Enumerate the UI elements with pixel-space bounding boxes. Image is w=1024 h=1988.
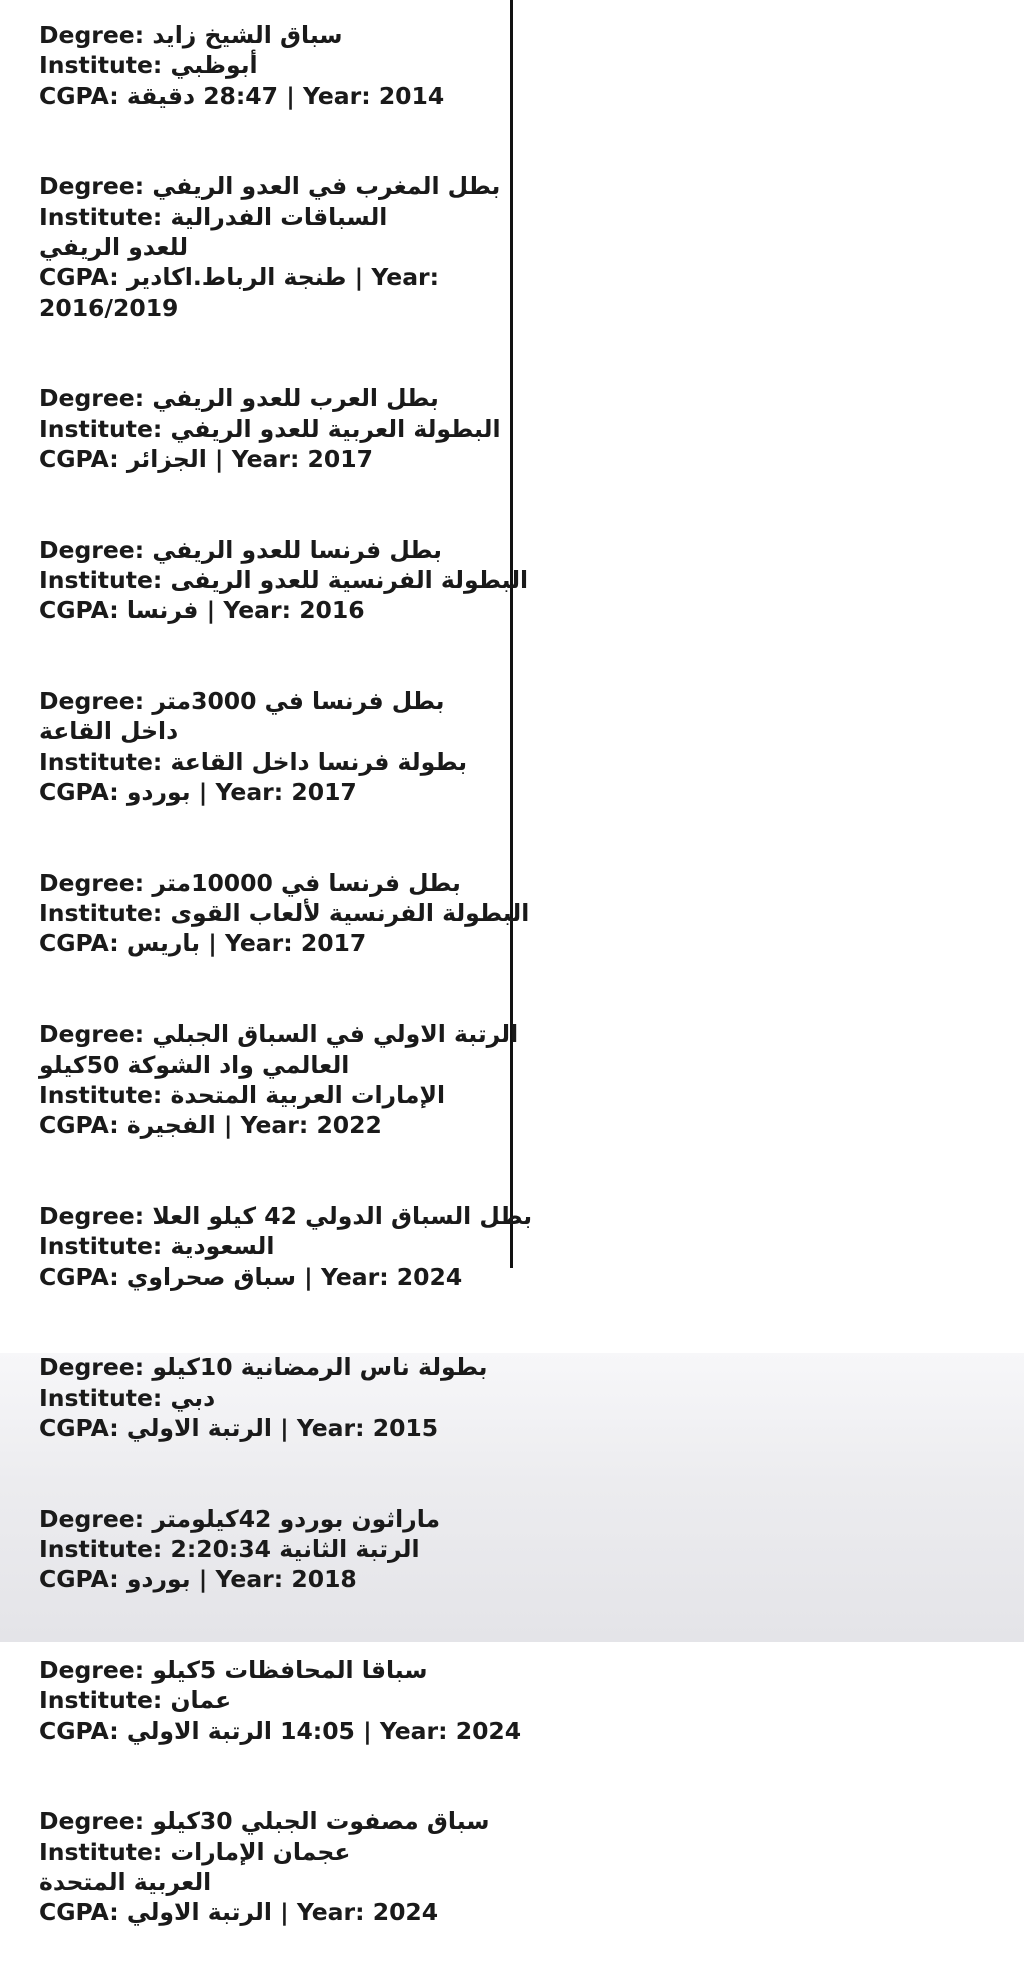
degree-value-continued [39, 1050, 494, 1080]
cgpa-value: سباق صحراوي [126, 1262, 296, 1291]
institute-line [39, 202, 494, 232]
cgpa-year-line [39, 1262, 494, 1292]
cgpa-year-line [39, 444, 494, 474]
degree-line [39, 1352, 494, 1382]
year-label: Year: [296, 1898, 365, 1927]
cgpa-value: الفجيرة [126, 1111, 216, 1140]
cgpa-year-line [39, 1564, 494, 1594]
degree-label: Degree: [39, 1504, 145, 1533]
institute-value: البطولة العربية للعدو الريفي [170, 414, 501, 443]
institute-label: Institute: [39, 202, 163, 231]
institute-line [39, 1685, 494, 1715]
institute-line [39, 1534, 494, 1564]
institute-value: السعودية [170, 1232, 275, 1261]
cgpa-year-line [39, 81, 494, 111]
year-label: Year: [215, 1565, 284, 1594]
degree-label: Degree: [39, 687, 145, 716]
degree-label: Degree: [39, 1020, 145, 1049]
achievements-list [39, 20, 533, 1988]
institute-label: Institute: [39, 747, 163, 776]
year-label: Year: [379, 1716, 448, 1745]
achievement-entry [39, 1352, 494, 1443]
institute-value-continued [39, 1867, 494, 1897]
cgpa-label: CGPA: [39, 929, 119, 958]
vertical-divider-line [510, 0, 513, 1268]
cgpa-label: CGPA: [39, 1413, 119, 1442]
year-value: 2015 [372, 1413, 439, 1442]
degree-line [39, 686, 494, 716]
year-label: Year: [302, 81, 371, 110]
institute-value: الإمارات العربية المتحدة [170, 1080, 446, 1109]
institute-value: دبي [170, 1383, 216, 1412]
year-value: 2024 [372, 1898, 439, 1927]
cgpa-year-line [39, 595, 494, 625]
degree-continued-text: العالمي واد الشوكة 50كيلو [39, 1050, 350, 1079]
cgpa-value: الرتبة الاولي [126, 1413, 272, 1442]
year-value: 2016 [299, 596, 365, 625]
degree-value: ماراثون بوردو 42كيلومتر [152, 1504, 441, 1533]
achievement-entry [39, 1655, 522, 1746]
cgpa-value: 14:05 الرتبة الاولي [126, 1716, 355, 1745]
degree-label: Degree: [39, 868, 145, 897]
degree-label: Degree: [39, 21, 145, 49]
institute-value: البطولة الفرنسية لألعاب القوى [170, 899, 530, 928]
cgpa-value: الجزائر [126, 444, 207, 473]
degree-value: بطولة ناس الرمضانية 10كيلو [152, 1353, 488, 1382]
institute-label: Institute: [39, 1535, 163, 1563]
institute-value: أبوظبي [170, 51, 258, 80]
field-separator: | [354, 1716, 380, 1745]
year-label: Year: [320, 1262, 389, 1291]
degree-line [39, 383, 494, 413]
degree-label: Degree: [39, 535, 145, 564]
cgpa-year-line [39, 1897, 494, 1927]
degree-value: سباق الشيخ زايد [152, 21, 343, 49]
year-value-continued: 2016/2019 [39, 293, 179, 322]
year-value: 2017 [307, 444, 373, 473]
institute-label: Institute: [39, 899, 163, 928]
institute-line [39, 50, 494, 80]
achievement-entry [39, 1504, 494, 1595]
field-separator: | [190, 1565, 216, 1594]
institute-line [39, 1383, 494, 1413]
institute-label: Institute: [39, 1686, 163, 1715]
cgpa-value: بوردو [126, 1565, 191, 1594]
achievement-entry [39, 383, 501, 474]
cgpa-label: CGPA: [39, 1898, 119, 1927]
institute-label: Institute: [39, 51, 163, 80]
year-label: Year: [231, 444, 300, 473]
degree-continued-text: داخل القاعة [39, 717, 179, 746]
degree-label: Degree: [39, 1353, 145, 1382]
degree-value: بطل السباق الدولي 42 كيلو العلا [152, 1201, 533, 1230]
institute-value: بطولة فرنسا داخل القاعة [170, 747, 468, 776]
institute-value: السباقات الفدرالية [170, 202, 388, 231]
degree-label: Degree: [39, 1201, 145, 1230]
year-label: Year: [371, 263, 440, 292]
cgpa-year-line [39, 1716, 522, 1746]
degree-line [39, 1019, 519, 1049]
degree-label: Degree: [39, 384, 145, 413]
degree-line [39, 1504, 494, 1534]
cgpa-value: باريس [126, 929, 201, 958]
degree-line [39, 1806, 494, 1836]
year-value: 2018 [291, 1565, 357, 1594]
degree-value: الرتبة الاولي في السباق الجبلي [152, 1020, 519, 1049]
year-label: Year: [225, 929, 293, 958]
institute-value: عمان [170, 1686, 232, 1715]
cgpa-label: CGPA: [39, 81, 119, 110]
achievement-entry [39, 1806, 494, 1927]
degree-line [39, 535, 494, 565]
field-separator: | [206, 444, 232, 473]
institute-label: Institute: [39, 1232, 163, 1261]
degree-value: سباقا المحافظات 5كيلو [152, 1656, 428, 1685]
achievement-entry [39, 535, 529, 626]
cgpa-label: CGPA: [39, 444, 119, 473]
year-value: 2017 [300, 929, 367, 958]
achievement-entry [39, 868, 530, 959]
cgpa-label: CGPA: [39, 596, 119, 625]
institute-line [39, 565, 529, 595]
institute-label: Institute: [39, 414, 163, 443]
field-separator: | [190, 778, 216, 807]
year-value: 2024 [396, 1262, 463, 1291]
institute-continued-text: العربية المتحدة [39, 1868, 212, 1897]
institute-value: البطولة الفرنسية للعدو الريفى [170, 566, 529, 595]
cgpa-year-line [39, 928, 494, 958]
institute-line [39, 747, 494, 777]
year-label: Year: [240, 1111, 309, 1140]
achievement-entry [39, 1201, 533, 1292]
cgpa-label: CGPA: [39, 1262, 119, 1291]
field-separator: | [346, 263, 372, 292]
field-separator: | [271, 1413, 297, 1442]
degree-value: بطل فرنسا للعدو الريفي [152, 535, 443, 564]
achievement-entry [39, 171, 501, 322]
year-value: 2024 [455, 1716, 522, 1745]
cgpa-year-line [39, 262, 494, 292]
institute-label: Institute: [39, 1837, 163, 1866]
year-value: 2022 [316, 1111, 382, 1140]
degree-line [39, 868, 494, 898]
cgpa-label: CGPA: [39, 1565, 119, 1594]
degree-label: Degree: [39, 1656, 145, 1685]
cgpa-label: CGPA: [39, 1111, 119, 1140]
degree-value: بطل العرب للعدو الريفي [152, 384, 439, 413]
degree-value: سباق مصفوت الجبلي 30كيلو [152, 1807, 490, 1836]
degree-value: بطل المغرب في العدو الريفي [152, 172, 501, 201]
institute-label: Institute: [39, 1383, 163, 1412]
cgpa-value: طنجة الرباط.اكادير [126, 263, 347, 292]
degree-label: Degree: [39, 1807, 145, 1836]
year-value: 2017 [291, 778, 357, 807]
year-value: 2014 [378, 81, 445, 110]
achievement-entry [39, 1019, 519, 1140]
institute-label: Institute: [39, 1080, 163, 1109]
institute-value: عجمان الإمارات [170, 1837, 351, 1866]
cgpa-value: الرتبة الاولي [126, 1898, 272, 1927]
cgpa-label: CGPA: [39, 778, 119, 807]
field-separator: | [200, 929, 225, 958]
degree-label: Degree: [39, 172, 145, 201]
cgpa-label: CGPA: [39, 1716, 119, 1745]
cgpa-year-line [39, 1110, 494, 1140]
achievement-entry [39, 686, 494, 807]
degree-line [39, 1655, 494, 1685]
degree-value: بطل فرنسا في 3000متر [152, 687, 445, 716]
degree-value: بطل فرنسا في 10000متر [152, 868, 461, 897]
institute-line [39, 1231, 494, 1261]
degree-line [39, 1201, 533, 1231]
cgpa-year-line [39, 1413, 494, 1443]
field-separator: | [215, 1111, 241, 1140]
achievement-entry [39, 20, 494, 111]
degree-line [39, 20, 494, 50]
cgpa-value: بوردو [126, 778, 191, 807]
cgpa-year-line [39, 777, 494, 807]
institute-line [39, 414, 501, 444]
cgpa-value: 28:47 دقيقة [126, 81, 279, 110]
field-separator: | [296, 1262, 321, 1291]
year-label: Year: [223, 596, 291, 625]
institute-line [39, 898, 530, 928]
year-label: Year: [296, 1413, 365, 1442]
field-separator: | [198, 596, 224, 625]
field-separator: | [278, 81, 303, 110]
field-separator: | [271, 1898, 297, 1927]
institute-value-continued [39, 232, 494, 262]
institute-continued-text: للعدو الريفي [39, 232, 189, 261]
institute-line [39, 1080, 494, 1110]
cgpa-value: فرنسا [126, 596, 199, 625]
degree-line [39, 171, 501, 201]
cgpa-label: CGPA: [39, 263, 119, 292]
institute-value: الرتبة الثانية 2:20:34 [170, 1535, 420, 1563]
institute-line [39, 1837, 494, 1867]
institute-label: Institute: [39, 566, 163, 595]
degree-value-continued [39, 716, 494, 746]
year-label: Year: [215, 778, 284, 807]
